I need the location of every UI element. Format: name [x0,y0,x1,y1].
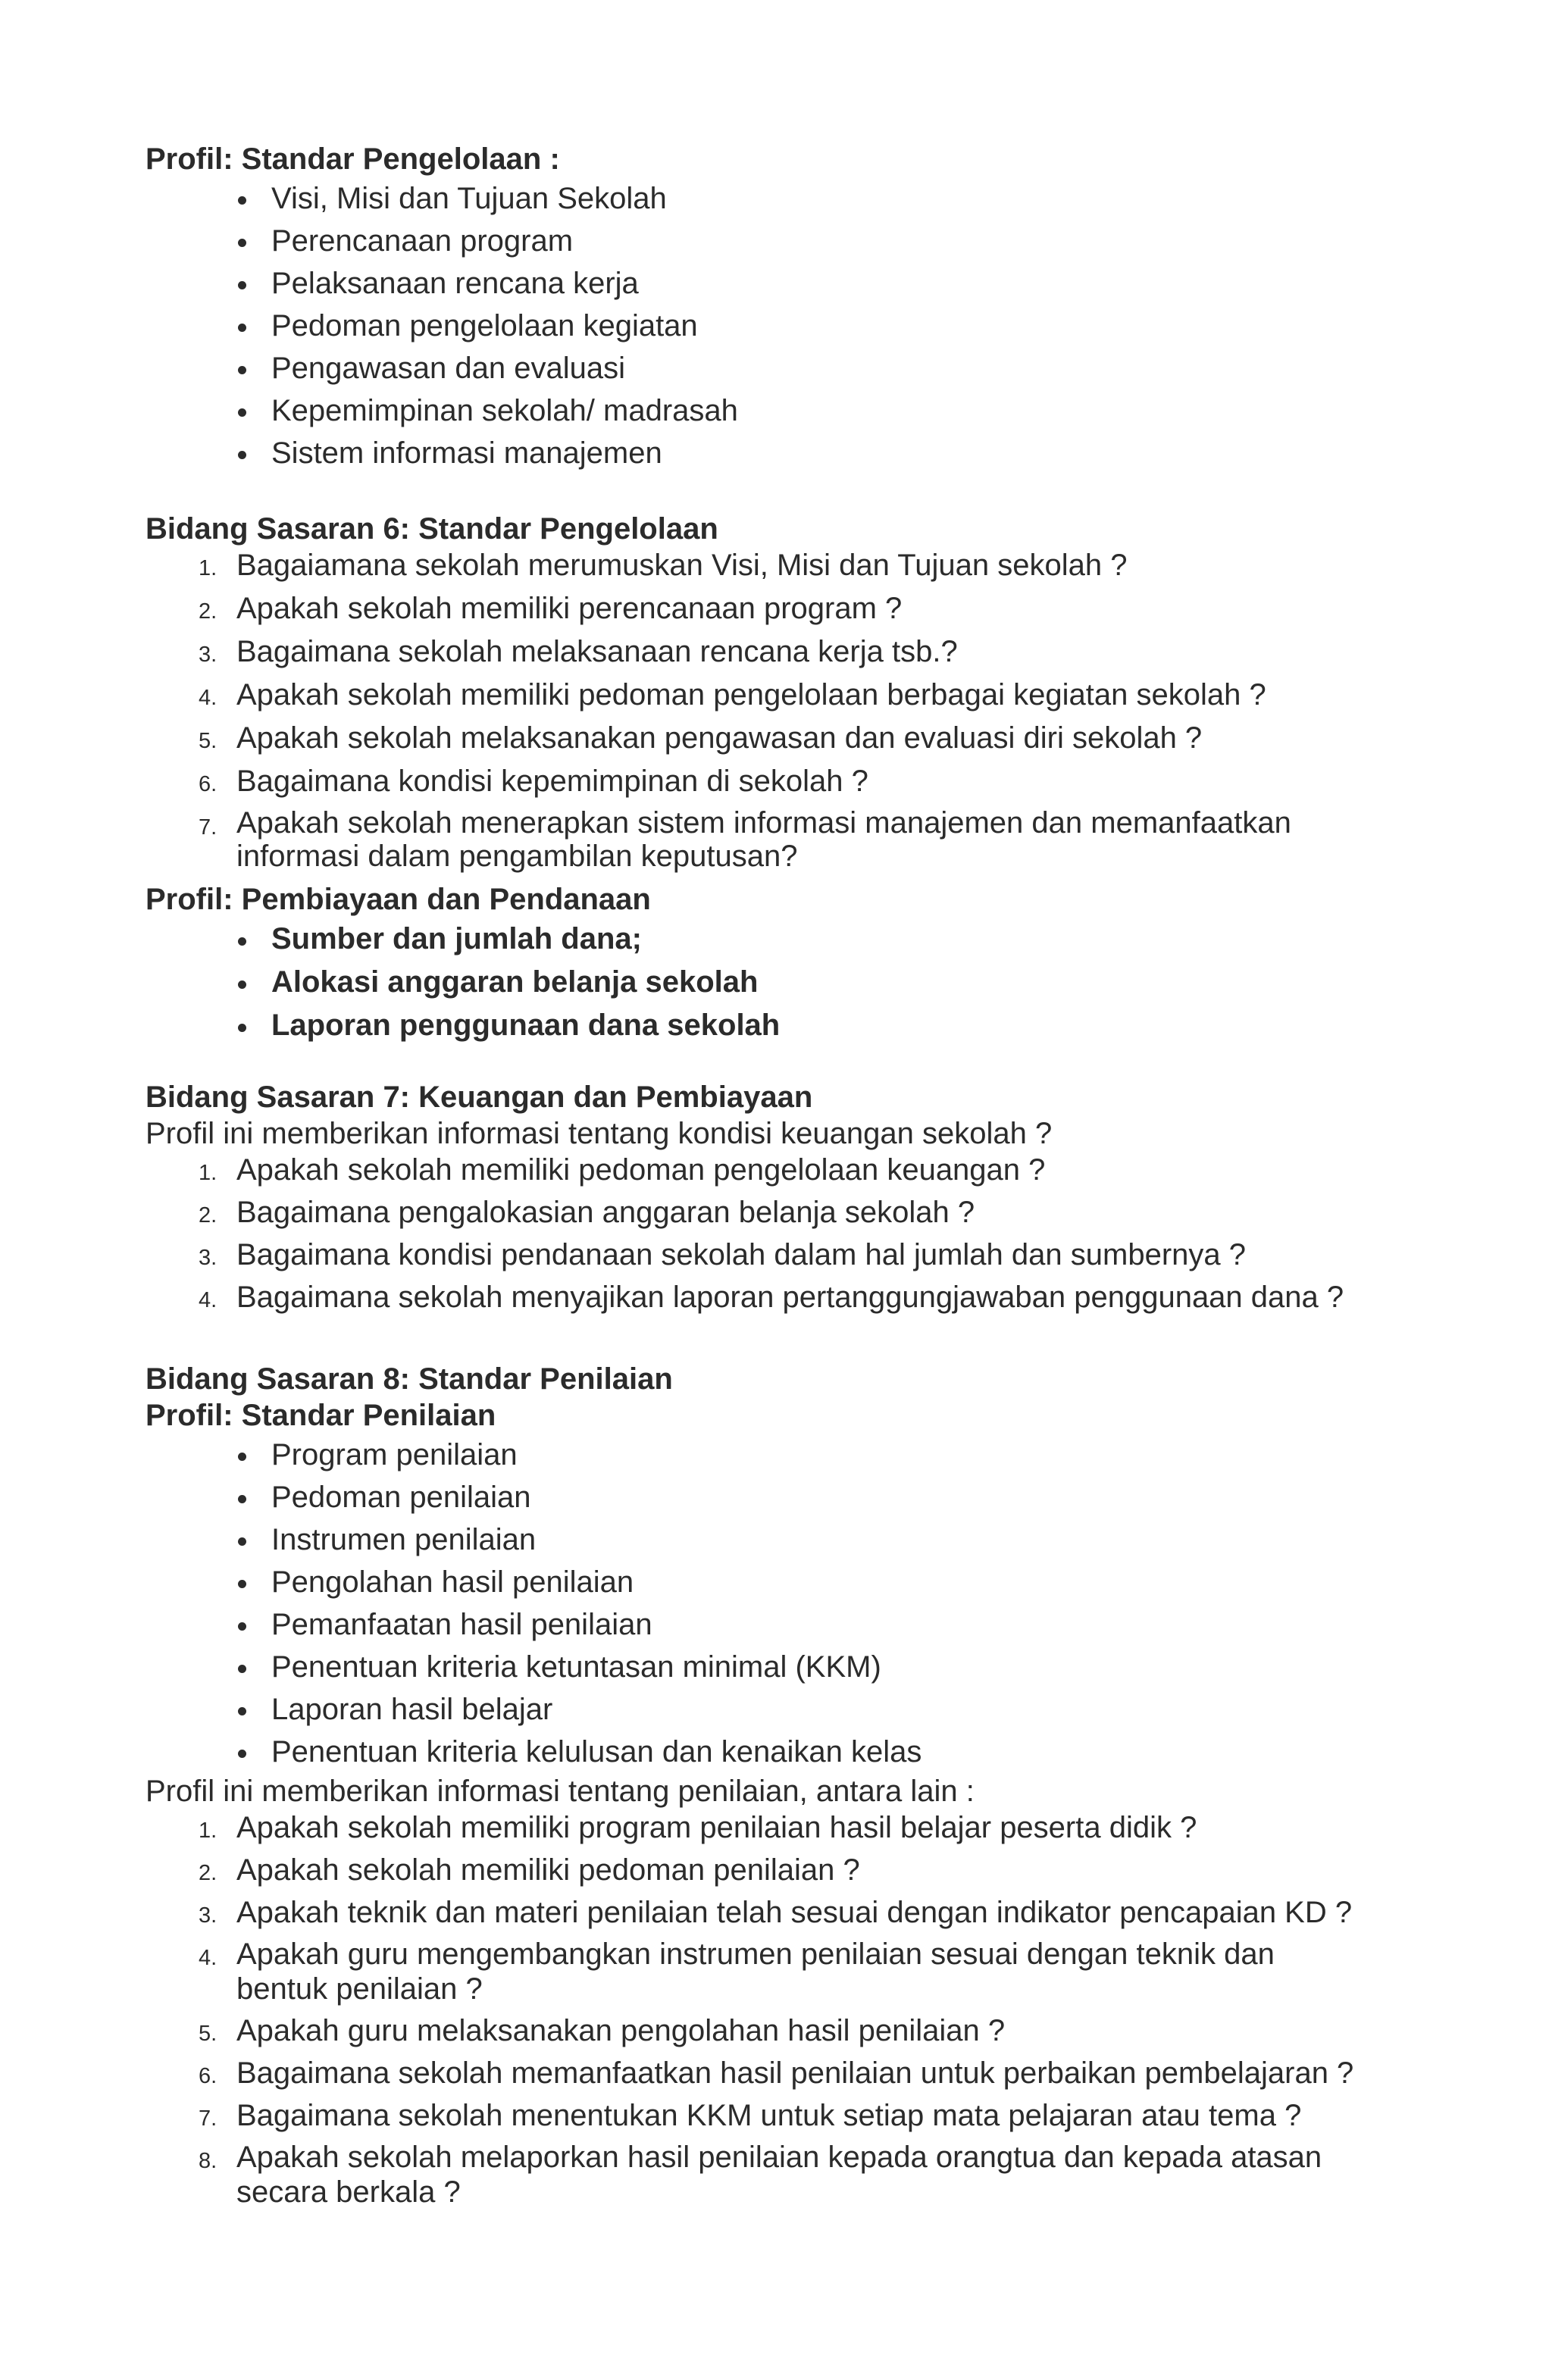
list-item [146,1237,1434,1273]
item-number: 5. [199,2022,217,2046]
item-number: 2. [199,599,217,624]
list-item [146,1894,1434,1931]
list-item [146,1194,1434,1231]
section-bidang-sasaran-8 [146,1361,1434,2210]
item-number: 3. [199,643,217,667]
list-item: Instrumen penilaian [146,1518,1434,1561]
item-text: Apakah sekolah menerapkan sistem informasi manajemen dan memanfaatkan informasi dalam pengambilan keputusan? [236,806,1291,873]
list-item [146,677,1434,713]
list-item [146,1852,1434,1888]
list-item: Kepemimpinan sekolah/ madrasah [146,389,1434,432]
list-item [146,1809,1434,1846]
item-text: Apakah guru melaksanakan pengolahan hasil penilaian ? [236,2014,1006,2047]
list-item: Penentuan kriteria kelulusan dan kenaikan kelas [146,1731,1434,1773]
item-number: 3. [199,1903,217,1928]
section-heading: Bidang Sasaran 7: Keuangan dan Pembiayaan [146,1081,813,1114]
item-number: 1. [199,1819,217,1843]
section-heading: Bidang Sasaran 6: Standar Pengelolaan [146,512,718,546]
list-item [146,2013,1434,2049]
item-text: Bagaimana pengalokasian anggaran belanja sekolah ? [236,1196,975,1229]
item-text: Apakah sekolah memiliki pedoman penilaian ? [236,1853,860,1887]
item-number: 1. [199,1161,217,1185]
list-item [146,1937,1434,2006]
item-text: Apakah guru mengembangkan instrumen penilaian sesuai dengan teknik dan bentuk penilaian ? [236,1937,1275,2006]
list-item: Penentuan kriteria ketuntasan minimal (KKM) [146,1646,1434,1688]
section-heading: Profil: Pembiayaan dan Pendanaan [146,883,651,916]
list-item: Laporan hasil belajar [146,1688,1434,1731]
list-item: Sumber dan jumlah dana; [146,918,1434,961]
numbered-list [146,1809,1434,2210]
bullet-list [146,177,1434,474]
list-item [146,2097,1434,2134]
item-text: Apakah sekolah melaporkan hasil penilaian kepada orangtua dan kepada atasan secara berkala ? [236,2141,1322,2209]
section-bidang-sasaran-7 [146,1079,1434,1315]
list-item: Sistem informasi manajemen [146,432,1434,474]
item-text: Apakah sekolah memiliki perencanaan program ? [236,592,903,625]
item-text: Apakah sekolah memiliki pedoman pengelolaan berbagai kegiatan sekolah ? [236,678,1266,711]
item-text: Apakah sekolah memiliki program penilaian hasil belajar peserta didik ? [236,1811,1197,1844]
numbered-list [146,1152,1434,1315]
list-item: Perencanaan program [146,220,1434,262]
item-text: Bagaiamana sekolah merumuskan Visi, Misi dan Tujuan sekolah ? [236,549,1128,582]
item-number: 4. [199,686,217,710]
list-item [146,2055,1434,2091]
numbered-list [146,547,1434,873]
list-item [146,1152,1434,1188]
list-item: Alokasi anggaran belanja sekolah [146,961,1434,1004]
item-number: 7. [199,2106,217,2131]
list-item [146,806,1434,873]
item-number: 7. [199,815,217,840]
item-text: Apakah sekolah melaksanakan pengawasan dan evaluasi diri sekolah ? [236,721,1203,755]
list-item: Pelaksanaan rencana kerja [146,262,1434,305]
section-standar-pengelolaan [146,141,1434,474]
list-item [146,590,1434,627]
list-item: Laporan penggunaan dana sekolah [146,1004,1434,1047]
item-number: 2. [199,1203,217,1228]
list-item: Pedoman penilaian [146,1476,1434,1518]
item-number: 4. [199,1946,217,1970]
list-item [146,1279,1434,1315]
item-number: 5. [199,729,217,753]
list-item [146,547,1434,583]
list-item [146,720,1434,756]
list-item: Visi, Misi dan Tujuan Sekolah [146,177,1434,220]
item-number: 6. [199,772,217,796]
list-item [146,763,1434,799]
section-subheading: Profil: Standar Penilaian [146,1399,496,1432]
item-text: Bagaimana sekolah menyajikan laporan pertanggungjawaban penggunaan dana ? [236,1281,1344,1314]
item-text: Bagaimana kondisi pendanaan sekolah dalam hal jumlah dan sumbernya ? [236,1238,1246,1271]
section-heading: Bidang Sasaran 8: Standar Penilaian [146,1362,673,1396]
list-item: Pemanfaatan hasil penilaian [146,1603,1434,1646]
item-text: Apakah sekolah memiliki pedoman pengelolaan keuangan ? [236,1153,1046,1187]
section-intro: Profil ini memberikan informasi tentang penilaian, antara lain : [146,1775,975,1808]
section-pembiayaan-pendanaan [146,881,1434,1047]
item-text: Apakah teknik dan materi penilaian telah sesuai dengan indikator pencapaian KD ? [236,1896,1353,1929]
item-number: 6. [199,2064,217,2088]
item-text: Bagaimana sekolah melaksanaan rencana kerja tsb.? [236,635,958,668]
section-heading: Profil: Standar Pengelolaan : [146,142,560,176]
list-item: Pengawasan dan evaluasi [146,347,1434,389]
list-item: Pedoman pengelolaan kegiatan [146,305,1434,347]
item-number: 8. [199,2149,217,2173]
item-text: Bagaimana sekolah menentukan KKM untuk setiap mata pelajaran atau tema ? [236,2099,1302,2132]
list-item [146,633,1434,670]
list-item: Pengolahan hasil penilaian [146,1561,1434,1603]
bullet-list [146,1434,1434,1773]
section-intro: Profil ini memberikan informasi tentang kondisi keuangan sekolah ? [146,1117,1053,1150]
list-item: Program penilaian [146,1434,1434,1476]
item-number: 2. [199,1861,217,1885]
item-number: 1. [199,556,217,580]
item-number: 3. [199,1246,217,1270]
section-bidang-sasaran-6 [146,511,1434,873]
list-item [146,2140,1434,2210]
item-text: Bagaimana kondisi kepemimpinan di sekolah ? [236,765,868,798]
item-number: 4. [199,1288,217,1312]
bullet-list [146,918,1434,1047]
item-text: Bagaimana sekolah memanfaatkan hasil penilaian untuk perbaikan pembelajaran ? [236,2056,1354,2090]
